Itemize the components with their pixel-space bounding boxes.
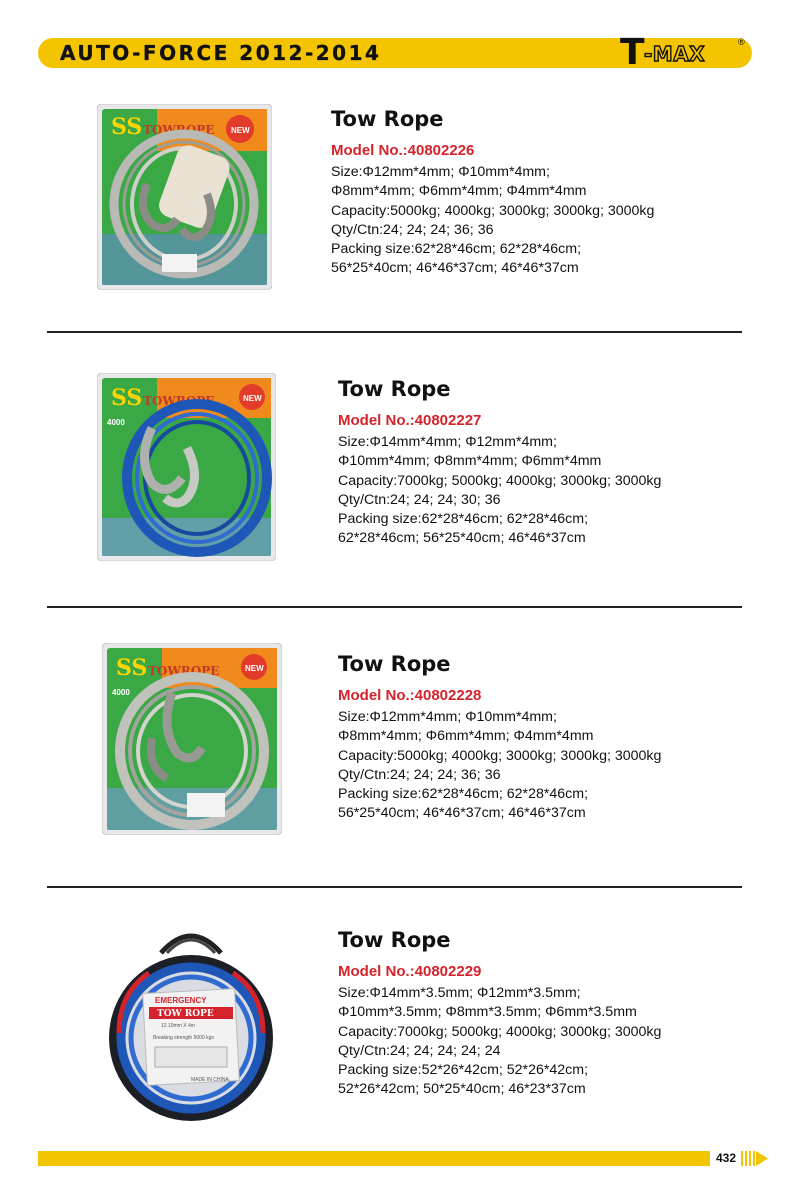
catalog-title: AUTO-FORCE 2012-2014 bbox=[60, 41, 382, 65]
model-number: Model No.:40802227 bbox=[338, 412, 482, 429]
spec-line: 56*25*40cm; 46*46*37cm; 46*46*37cm bbox=[331, 260, 579, 277]
package-capacity: 4000 bbox=[107, 418, 125, 427]
page-header bbox=[38, 33, 752, 73]
spec-line: Packing size:62*28*46cm; 62*28*46cm; bbox=[338, 511, 589, 528]
product-image bbox=[105, 923, 277, 1123]
product-info bbox=[331, 106, 654, 279]
spec-line: 52*26*42cm; 50*25*40cm; 46*23*37cm bbox=[338, 1081, 586, 1098]
section-divider bbox=[47, 886, 742, 888]
tow-rope-package-image bbox=[97, 373, 276, 561]
spec-line: 62*28*46cm; 56*25*40cm; 46*46*37cm bbox=[338, 530, 586, 547]
product-image bbox=[97, 373, 276, 561]
product-info bbox=[338, 376, 661, 549]
model-number: Model No.:40802228 bbox=[338, 687, 482, 704]
spec-line: Packing size:62*28*46cm; 62*28*46cm; bbox=[331, 241, 582, 258]
spec-line: Qty/Ctn:24; 24; 24; 36; 36 bbox=[338, 766, 501, 783]
svg-text:SS: SS bbox=[111, 385, 143, 411]
bag-origin: MADE IN CHINA bbox=[191, 1077, 229, 1083]
logo-text: -MAX bbox=[644, 42, 706, 66]
bag-strength: Breaking strength 5000 kgs bbox=[153, 1035, 214, 1041]
spec-line: Φ8mm*4mm; Φ6mm*4mm; Φ4mm*4mm bbox=[338, 728, 594, 745]
spec-line: Size:Φ12mm*4mm; Φ10mm*4mm; bbox=[331, 164, 550, 180]
product-title: Tow Rope bbox=[338, 928, 451, 952]
logo-t: T bbox=[620, 32, 645, 73]
spec-line: Capacity:5000kg; 4000kg; 3000kg; 3000kg; 3000kg bbox=[331, 202, 655, 219]
package-brand: TOWROPE bbox=[143, 123, 215, 137]
registered-mark: ® bbox=[738, 37, 745, 47]
page-number: 432 bbox=[716, 1151, 737, 1165]
spec-line: Qty/Ctn:24; 24; 24; 24; 24 bbox=[338, 1042, 501, 1059]
spec-line: Size:Φ14mm*3.5mm; Φ12mm*3.5mm; bbox=[338, 985, 581, 1001]
brand-logo bbox=[620, 33, 760, 73]
product-info bbox=[338, 927, 661, 1100]
bag-label: EMERGENCY bbox=[155, 996, 207, 1005]
product-title: Tow Rope bbox=[331, 107, 444, 131]
product-title: Tow Rope bbox=[338, 377, 451, 401]
page-stripes-icon bbox=[741, 1151, 755, 1166]
spec-line: Qty/Ctn:24; 24; 24; 30; 36 bbox=[338, 491, 501, 508]
product-image bbox=[102, 643, 282, 835]
spec-line: Φ10mm*4mm; Φ8mm*4mm; Φ6mm*4mm bbox=[338, 453, 602, 470]
tow-rope-package-image bbox=[97, 104, 272, 290]
product-title: Tow Rope bbox=[338, 652, 451, 676]
bag-title: TOW ROPE bbox=[157, 1009, 214, 1019]
spec-line: Qty/Ctn:24; 24; 24; 36; 36 bbox=[331, 221, 494, 238]
spec-line: Packing size:62*28*46cm; 62*28*46cm; bbox=[338, 786, 589, 803]
package-capacity: 4000 bbox=[112, 688, 130, 697]
spec-line: Packing size:52*26*42cm; 52*26*42cm; bbox=[338, 1062, 589, 1079]
footer-bar bbox=[38, 1151, 710, 1166]
product-image bbox=[97, 104, 272, 290]
tow-rope-package-image bbox=[102, 643, 282, 835]
tow-rope-bag-image bbox=[105, 923, 277, 1123]
new-badge: NEW bbox=[231, 126, 250, 135]
section-divider bbox=[47, 331, 742, 333]
section-divider bbox=[47, 606, 742, 608]
package-brand: TOWROPE bbox=[148, 664, 220, 678]
spec-line: Capacity:7000kg; 5000kg; 4000kg; 3000kg; 3000kg bbox=[338, 472, 662, 489]
svg-text:SS: SS bbox=[116, 655, 148, 681]
spec-line: Capacity:7000kg; 5000kg; 4000kg; 3000kg; 3000kg bbox=[338, 1023, 662, 1040]
new-badge: NEW bbox=[243, 394, 262, 403]
spec-line: Φ8mm*4mm; Φ6mm*4mm; Φ4mm*4mm bbox=[331, 183, 587, 200]
spec-line: Size:Φ12mm*4mm; Φ10mm*4mm; bbox=[338, 709, 557, 725]
new-badge: NEW bbox=[245, 664, 264, 673]
spec-line: 56*25*40cm; 46*46*37cm; 46*46*37cm bbox=[338, 805, 586, 822]
product-info bbox=[338, 651, 661, 824]
spec-line: Capacity:5000kg; 4000kg; 3000kg; 3000kg; 3000kg bbox=[338, 747, 662, 764]
package-brand: TOWROPE bbox=[143, 394, 215, 408]
model-number: Model No.:40802226 bbox=[331, 142, 475, 159]
spec-line: Φ10mm*3.5mm; Φ8mm*3.5mm; Φ6mm*3.5mm bbox=[338, 1004, 637, 1021]
model-number: Model No.:40802229 bbox=[338, 963, 482, 980]
svg-text:SS: SS bbox=[111, 114, 143, 140]
spec-line: Size:Φ14mm*4mm; Φ12mm*4mm; bbox=[338, 434, 557, 450]
bag-size: 12.10mm X 4m bbox=[161, 1023, 195, 1029]
next-arrow-icon bbox=[756, 1151, 768, 1166]
